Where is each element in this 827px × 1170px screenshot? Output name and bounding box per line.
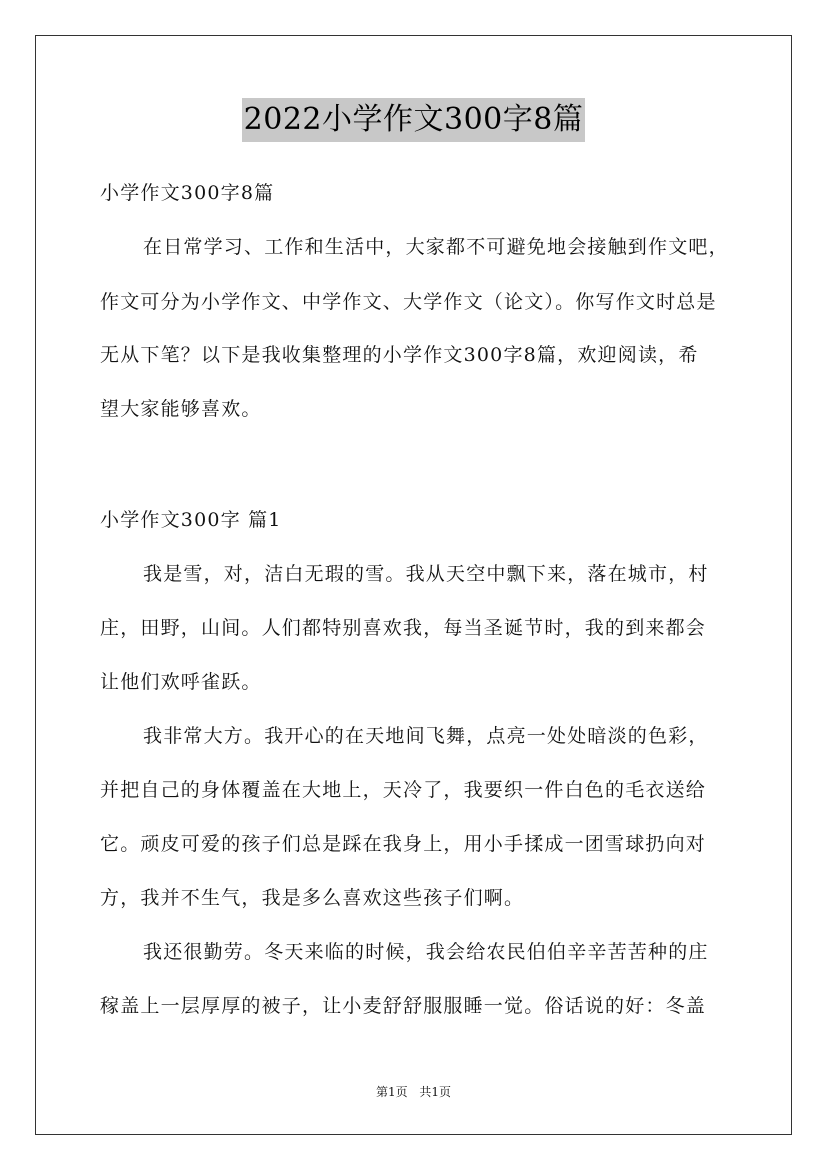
intro-line-4: 望大家能够喜欢。: [100, 398, 262, 420]
page-number: 第1页: [375, 1085, 408, 1099]
body-line-9: 稼盖上一层厚厚的被子，让小麦舒舒服服睡一觉。俗话说的好：冬盖: [100, 995, 707, 1017]
section-heading: 小学作文300字 篇1: [100, 509, 282, 531]
body-line-6: 它。顽皮可爱的孩子们总是踩在我身上，用小手揉成一团雪球扔向对: [100, 833, 707, 855]
document-title: 2022小学作文300字8篇: [242, 98, 586, 142]
page-footer: [0, 1084, 827, 1100]
body-line-1: 我是雪，对，洁白无瑕的雪。我从天空中飘下来，落在城市，村: [143, 563, 709, 585]
heading: 小学作文300字8篇: [100, 182, 275, 204]
intro-line-2: 作文可分为小学作文、中学作文、大学作文（论文）。你写作文时总是: [100, 291, 717, 313]
intro-line-3: 无从下笔？以下是我收集整理的小学作文300字8篇，欢迎阅读，希: [100, 344, 699, 366]
title-container: [0, 98, 827, 142]
intro-line-1: 在日常学习、工作和生活中，大家都不可避免地会接触到作文吧，: [143, 236, 729, 258]
body-line-2: 庄，田野，山间。人们都特别喜欢我，每当圣诞节时，我的到来都会: [100, 617, 707, 639]
page-total: 共1页: [419, 1085, 452, 1099]
body-line-5: 并把自己的身体覆盖在大地上，天冷了，我要织一件白色的毛衣送给: [100, 779, 707, 801]
body-line-3: 让他们欢呼雀跃。: [100, 671, 262, 693]
body-line-7: 方，我并不生气，我是多么喜欢这些孩子们啊。: [100, 887, 525, 909]
body-line-4: 我非常大方。我开心的在天地间飞舞，点亮一处处暗淡的色彩，: [143, 725, 709, 747]
body-line-8: 我还很勤劳。冬天来临的时候，我会给农民伯伯辛辛苦苦种的庄: [143, 941, 709, 963]
